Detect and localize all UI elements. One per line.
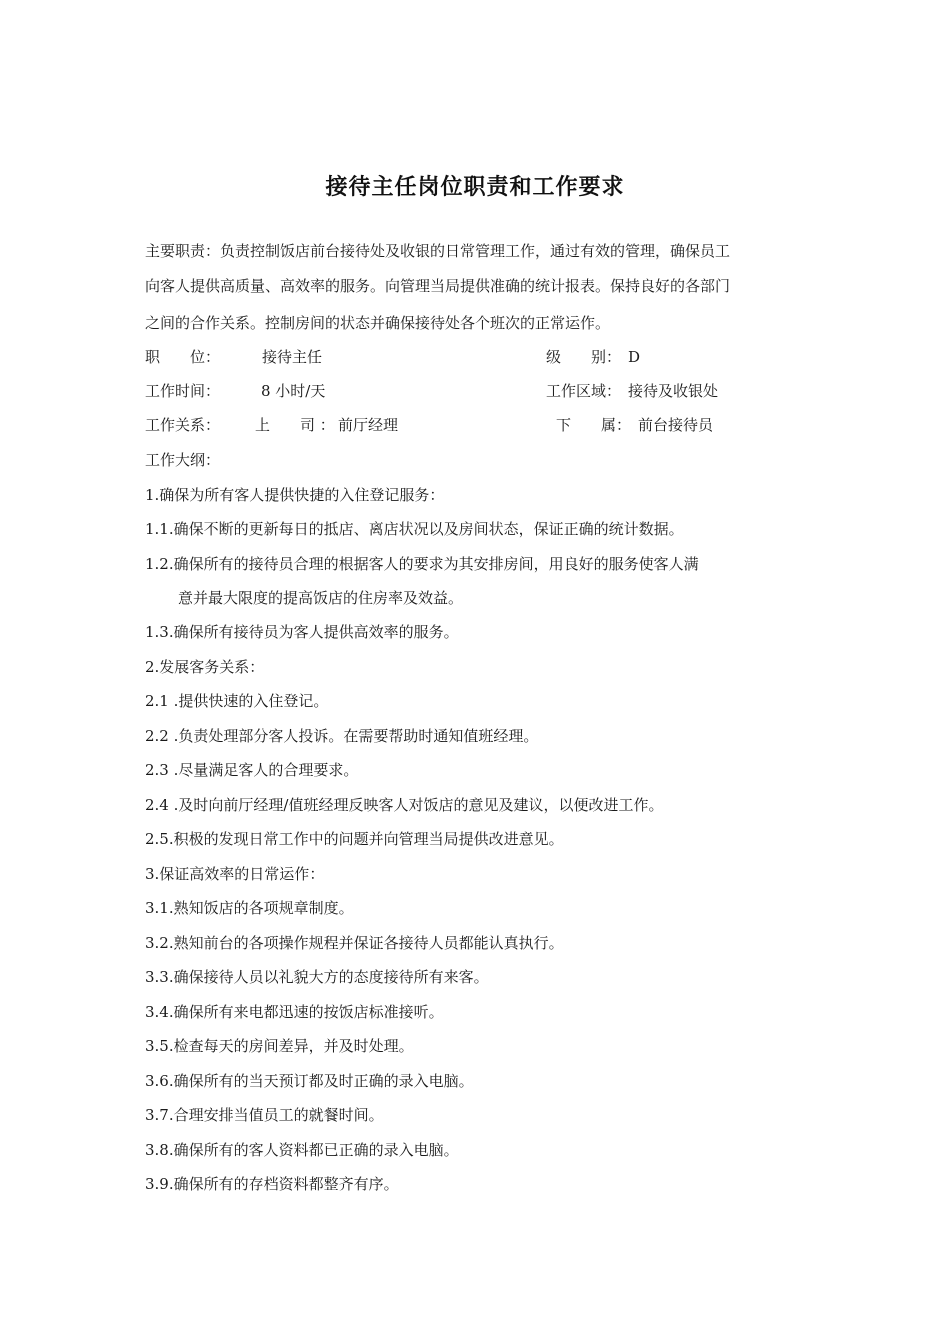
superior-value: 前厅经理 [338, 416, 399, 434]
grade-label: 级 别： [546, 348, 622, 366]
outline-heading: 工作大纲： [145, 451, 221, 469]
outline-item: 3.1.熟知饭店的各项规章制度。 [145, 899, 354, 917]
summary-line: 向客人提供高质量、高效率的服务。向管理当局提供准确的统计报表。保持良好的各部门 [145, 277, 731, 295]
outline-item: 3.保证高效率的日常运作： [145, 865, 325, 883]
summary-line: 主要职责：负责控制饭店前台接待处及收银的日常管理工作，通过有效的管理，确保员工 [145, 242, 731, 260]
outline-item: 3.6.确保所有的当天预订都及时正确的录入电脑。 [145, 1072, 474, 1090]
outline-item: 1.3.确保所有接待员为客人提供高效率的服务。 [145, 623, 459, 641]
outline-item: 3.3.确保接待人员以礼貌大方的态度接待所有来客。 [145, 968, 489, 986]
subordinate-label: 下 属： [556, 416, 632, 434]
outline-item: 2.5.积极的发现日常工作中的问题并向管理当局提供改进意见。 [145, 830, 564, 848]
hours-label: 工作时间： [145, 382, 221, 400]
outline-item: 3.8.确保所有的客人资料都已正确的录入电脑。 [145, 1141, 459, 1159]
subordinate-value: 前台接待员 [638, 416, 714, 434]
outline-item: 1.1.确保不断的更新每日的抵店、离店状况以及房间状态，保证正确的统计数据。 [145, 520, 684, 538]
document-title: 接待主任岗位职责和工作要求 [325, 175, 625, 200]
outline-item: 3.7.合理安排当值员工的就餐时间。 [145, 1106, 384, 1124]
outline-item: 3.4.确保所有来电都迅速的按饭店标准接听。 [145, 1003, 444, 1021]
outline-item: 3.5.检查每天的房间差异，并及时处理。 [145, 1037, 414, 1055]
summary-line: 之间的合作关系。控制房间的状态并确保接待处各个班次的正常运作。 [145, 314, 611, 332]
relation-label: 工作关系： [145, 416, 221, 434]
outline-item: 2.2 .负责处理部分客人投诉。在需要帮助时通知值班经理。 [145, 727, 539, 745]
outline-item: 2.4 .及时向前厅经理/值班经理反映客人对饭店的意见及建议，以便改进工作。 [145, 796, 664, 814]
outline-item: 2.发展客务关系： [145, 658, 265, 676]
grade-value: D [628, 348, 641, 366]
outline-item: 3.9.确保所有的存档资料都整齐有序。 [145, 1175, 399, 1193]
outline-item: 2.1 .提供快速的入住登记。 [145, 692, 329, 710]
hours-value: 8 小时/天 [261, 382, 326, 400]
area-label: 工作区域： [546, 382, 622, 400]
position-value: 接待主任 [262, 348, 323, 366]
outline-item-continuation: 意并最大限度的提高饭店的住房率及效益。 [178, 589, 464, 607]
outline-item: 3.2.熟知前台的各项操作规程并保证各接待人员都能认真执行。 [145, 934, 564, 952]
area-value: 接待及收银处 [628, 382, 719, 400]
outline-item: 2.3 .尽量满足客人的合理要求。 [145, 761, 359, 779]
position-label: 职 位： [145, 348, 221, 366]
superior-label: 上 司 ： [255, 416, 335, 434]
outline-item: 1.2.确保所有的接待员合理的根据客人的要求为其安排房间，用良好的服务使客人满 [145, 555, 699, 573]
outline-item: 1.确保为所有客人提供快捷的入住登记服务： [145, 486, 445, 504]
